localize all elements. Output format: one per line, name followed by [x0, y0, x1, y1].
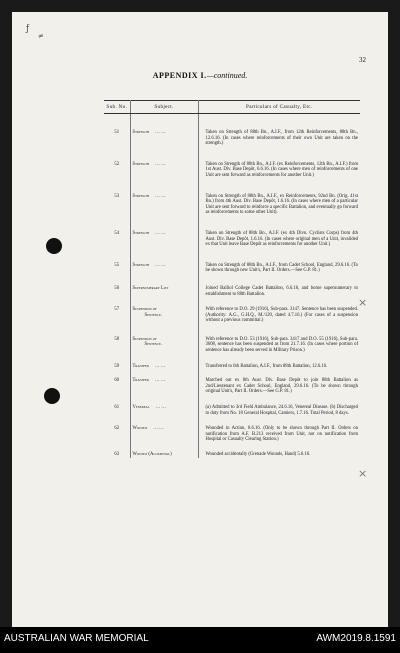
row-particulars — [198, 395, 360, 416]
table-row — [104, 324, 360, 354]
row-particulars — [198, 179, 360, 216]
table-row — [104, 297, 360, 324]
pencil-x-icon: × — [358, 296, 368, 309]
row-subject-label: Strength — [132, 230, 150, 236]
row-subject — [130, 416, 198, 443]
row-subject-leader: … … — [153, 426, 164, 432]
table-row — [104, 147, 360, 179]
row-subject — [130, 147, 198, 179]
row-particulars — [198, 443, 360, 458]
row-subject — [130, 216, 198, 248]
col-header-sub-no: Sub. No. — [104, 101, 130, 114]
row-subject — [130, 114, 198, 147]
table-row — [104, 416, 360, 443]
footer-right: AWM2019.8.1591 — [316, 633, 396, 644]
footer-bar — [0, 627, 400, 653]
row-subject-label: Strength — [132, 262, 150, 268]
row-subject-label: Venereal — [132, 405, 150, 411]
row-particulars — [198, 216, 360, 248]
row-particulars — [198, 324, 360, 354]
row-subject-leader: … … — [155, 230, 166, 236]
row-subject-label: Suspension of — [132, 336, 157, 342]
row-particulars-text: Taken on Strength of 88th Bn., A.I.F., from 12th Reinforcements, 88th Bn., 12.6.16. (In cases where reinforcements of their own Unit are taken on the strength.) — [205, 130, 358, 147]
row-subject-label: Wounds — [132, 426, 148, 432]
row-sub-no: 61 — [104, 395, 130, 416]
row-particulars-text: Taken on Strength of 88th Bn., A.I.F., from Cadet School, England, 29.6.16. (To be shown through new Unit's, Part II. Orders.—See G.P. 81.) — [205, 262, 358, 274]
row-sub-no: 60 — [104, 369, 130, 395]
table-row — [104, 274, 360, 297]
row-particulars — [198, 248, 360, 274]
footer-left: AUSTRALIAN WAR MEMORIAL — [4, 633, 149, 644]
row-sub-no: 58 — [104, 324, 130, 354]
row-particulars-text: Taken on Strength of 88th Bn., A.I.F. (ex 4th Divn. Cyclists Corps) from 4th Aust. Div. Base Depôt, 1.6.16. (In cases where original men of a Unit, invalided ex that Unit leave Base Depôt as reinforcements for another Unit.) — [205, 230, 358, 248]
row-subject-label: Suspension of — [132, 307, 157, 313]
row-particulars-text: Joined Balliol College Cadet Battalion, 6.6.16, and borne supernumerary to establishment to 88th Battalion. — [205, 285, 358, 297]
row-subject — [130, 324, 198, 354]
row-particulars-text: Taken on Strength of 88th Bn., A.I.F. (ex Reinforcements, 12th Bn., A.I.F.) from 1st Aust. Div. Base Depôt, 6.6.16. (In cases where men of reinforcements of one Unit are sent forward as reinforcements for another Unit.) — [205, 161, 358, 178]
pencil-mark-icon: ƒ — [26, 24, 30, 34]
table-row — [104, 248, 360, 274]
pencil-x-icon: × — [358, 467, 368, 480]
pencil-mark-icon: ≠ — [38, 32, 44, 40]
row-particulars — [198, 147, 360, 179]
row-subject — [130, 248, 198, 274]
row-particulars-text: Taken on Strength of 88th Bn., A.I.F., ex Reinforcements, 92nd Bn. (Orig. 41st Bn.) from 4th Aust. Div. Base Depôt, 1.6.16. (In cases where men of a particular Unit are sent forward to reinforce a specific Battalion, and eventually go forward as reinforcements to some other Unit). — [205, 193, 358, 216]
row-subject — [130, 395, 198, 416]
row-sub-no: 53 — [104, 179, 130, 216]
row-particulars-text: Marched out ex 8th Aust. Div. Base Depôt to join 88th Battalion as 2nd/Lieutenant ex Cadet School, England, 29.6.16. (To be shown through original Unit's, Part II. Orders.—See G.P. 81.) — [205, 378, 358, 395]
row-sub-no: 54 — [104, 216, 130, 248]
row-particulars — [198, 274, 360, 297]
row-particulars — [198, 416, 360, 443]
row-subject — [130, 369, 198, 395]
row-subject — [130, 354, 198, 370]
row-particulars-text: With reference to D.O. 53 (1916), Sub-para. 3417 and D.O. 55 (1916), Sub-para. 3608, sentence has been suspended as from 21.7.16. (In cases where portion of sentence has already been served in Military Prison.) — [205, 336, 358, 354]
row-subject-line2: Sentence. — [144, 312, 162, 318]
row-subject-leader: … … — [155, 161, 166, 167]
row-subject-label: Strength — [132, 130, 150, 135]
row-subject — [130, 297, 198, 324]
row-particulars-text: With reference to D.O. 29 (1916), Sub-para. 3147. Sentence has been suspended. (Authority: A.G., G.H.Q., M./120, dated 4.7.16.) (For cases of a suspension without a previous committal.) — [205, 307, 358, 324]
row-sub-no: 56 — [104, 274, 130, 297]
col-header-particulars: Particulars of Casualty, Etc. — [198, 101, 360, 114]
document-page — [12, 12, 388, 627]
row-subject-leader: … … — [155, 262, 166, 268]
row-subject-leader: … … — [155, 405, 167, 411]
table-row — [104, 179, 360, 216]
row-subject-label: Transfer — [132, 378, 149, 384]
page-number: 32 — [359, 56, 366, 64]
row-subject-leader: … … — [155, 130, 166, 135]
row-subject-leader: … … — [155, 193, 166, 199]
table-row — [104, 216, 360, 248]
punch-hole — [46, 238, 62, 254]
row-particulars-text: Transferred to 6th Battalion, A.I.F., from 88th Battalion, 12.6.16. — [205, 363, 328, 369]
row-subject-label: Strength — [132, 161, 150, 167]
casualty-table — [104, 100, 360, 458]
row-sub-no: 51 — [104, 114, 130, 147]
page-title: APPENDIX I.—continued. — [152, 71, 248, 80]
row-subject-leader: … … — [154, 363, 166, 369]
row-subject-label: Strength — [132, 193, 150, 199]
row-particulars — [198, 354, 360, 370]
row-subject-leader: … … — [154, 378, 166, 384]
row-sub-no: 55 — [104, 248, 130, 274]
row-sub-no: 52 — [104, 147, 130, 179]
table-row — [104, 354, 360, 370]
table-row — [104, 369, 360, 395]
row-sub-no: 59 — [104, 354, 130, 370]
punch-hole — [44, 388, 60, 404]
row-subject-line2: Sentence. — [144, 342, 162, 348]
table-header-row — [104, 101, 360, 114]
row-particulars — [198, 297, 360, 324]
col-header-subject: Subject. — [130, 101, 198, 114]
table-row — [104, 395, 360, 416]
row-sub-no: 62 — [104, 416, 130, 443]
row-particulars — [198, 114, 360, 147]
row-subject-label: Wounds (Accidental) — [132, 452, 172, 457]
row-sub-no: 57 — [104, 297, 130, 324]
table-row — [104, 443, 360, 458]
table-row — [104, 114, 360, 147]
row-subject-label: Transfer — [132, 363, 149, 369]
row-particulars-text: Wounded in Action, 8.6.16. (Only to be shown through Part II. Orders on notification from A.F. B.213 received from Unit, not on notification from Hospital or Casualty Clearing Station.) — [205, 426, 358, 443]
row-particulars-text: (a) Admitted to 3rd Field Ambulance, 24.6.16, Venereal Disease. (b) Discharged to duty from No. 18 General Hospital, Camiers, 1.7.16. Total Period, 8 days. — [205, 405, 358, 416]
row-subject — [130, 443, 198, 458]
row-particulars — [198, 369, 360, 395]
row-particulars-text: Wounded accidentally (Grenade Wounds, Hand) 5.6.16. — [205, 452, 311, 457]
row-subject-label: Supernumerary List — [132, 285, 169, 291]
row-subject — [130, 274, 198, 297]
row-subject — [130, 179, 198, 216]
row-sub-no: 63 — [104, 443, 130, 458]
